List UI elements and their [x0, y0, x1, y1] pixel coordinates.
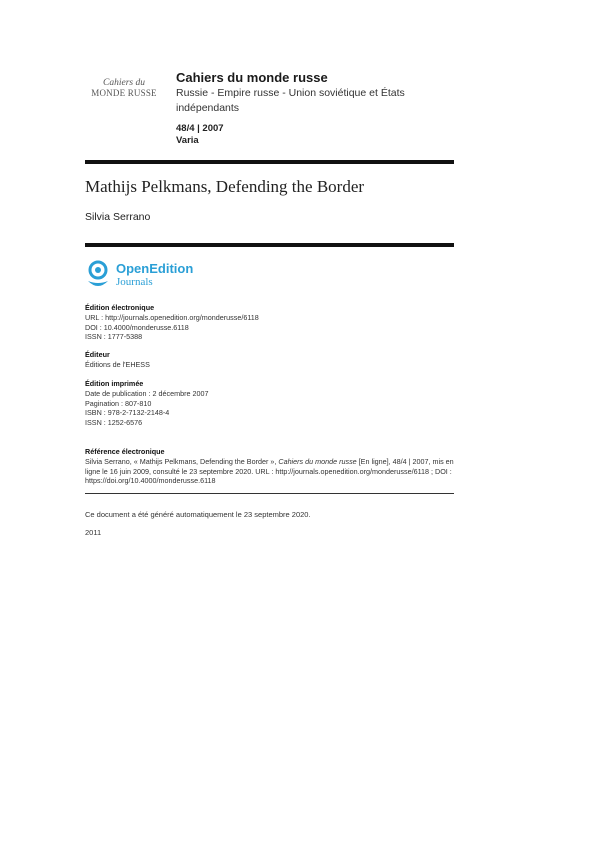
print-pagination: Pagination : 807-810	[85, 398, 152, 408]
electronic-heading: Édition électronique	[85, 303, 155, 312]
journal-title: Cahiers du monde russe	[176, 70, 328, 85]
print-heading: Édition imprimée	[85, 379, 144, 388]
publisher-name: Éditions de l'EHESS	[85, 359, 150, 369]
generated-note: Ce document a été généré automatiquement le 23 septembre 2020.	[85, 510, 311, 519]
reference-journal: Cahiers du monde russe	[278, 456, 357, 466]
logo-line-2: MONDE RUSSE	[91, 88, 157, 98]
logo-line-1: Cahiers du	[103, 78, 145, 88]
print-isbn: ISBN : 978-2-7132-2148-4	[85, 408, 170, 418]
reference-text	[85, 457, 455, 486]
publisher-heading: Éditeur	[85, 350, 110, 359]
reference-part-1: Silvia Serrano, « Mathijs Pelkmans, Defending the Border »,	[85, 456, 279, 466]
electronic-issn: ISSN : 1777-5388	[85, 332, 143, 342]
page-year: 2011	[85, 528, 102, 537]
electronic-edition	[85, 303, 465, 342]
journal-subtitle: Russie - Empire russe - Union soviétique et États indépendants	[176, 87, 405, 114]
top-divider	[85, 160, 454, 164]
electronic-reference	[85, 447, 455, 486]
article-title: Mathijs Pelkmans, Defending the Border	[85, 177, 365, 196]
print-date: Date de publication : 2 décembre 2007	[85, 388, 209, 398]
article-author: Silvia Serrano	[85, 211, 151, 223]
journal-logo	[88, 78, 160, 98]
reference-heading: Référence électronique	[85, 447, 165, 456]
print-issn: ISSN : 1252-6576	[85, 418, 143, 428]
electronic-url[interactable]: URL : http://journals.openedition.org/monderusse/6118	[85, 312, 259, 322]
middle-divider	[85, 243, 454, 247]
openedition-journals: Journals	[116, 276, 153, 288]
section-name: Varia	[176, 135, 199, 146]
issue-number: 48/4 | 2007	[176, 123, 224, 134]
reference-part-2[interactable]: [En ligne], 48/4 | 2007, mis en ligne le 16 juin 2009, consulté le 23 septembre 2020. URL : http://journals.openedition.org/monderusse/6118 ; DOI : https://doi.org/10.4000/monderusse.6118	[85, 456, 454, 486]
bottom-divider	[85, 493, 454, 494]
publisher-block	[85, 350, 465, 370]
electronic-doi[interactable]: DOI : 10.4000/monderusse.6118	[85, 322, 189, 332]
openedition-name: OpenEdition	[116, 261, 194, 276]
print-edition	[85, 379, 465, 428]
openedition-logo-icon	[85, 260, 111, 290]
